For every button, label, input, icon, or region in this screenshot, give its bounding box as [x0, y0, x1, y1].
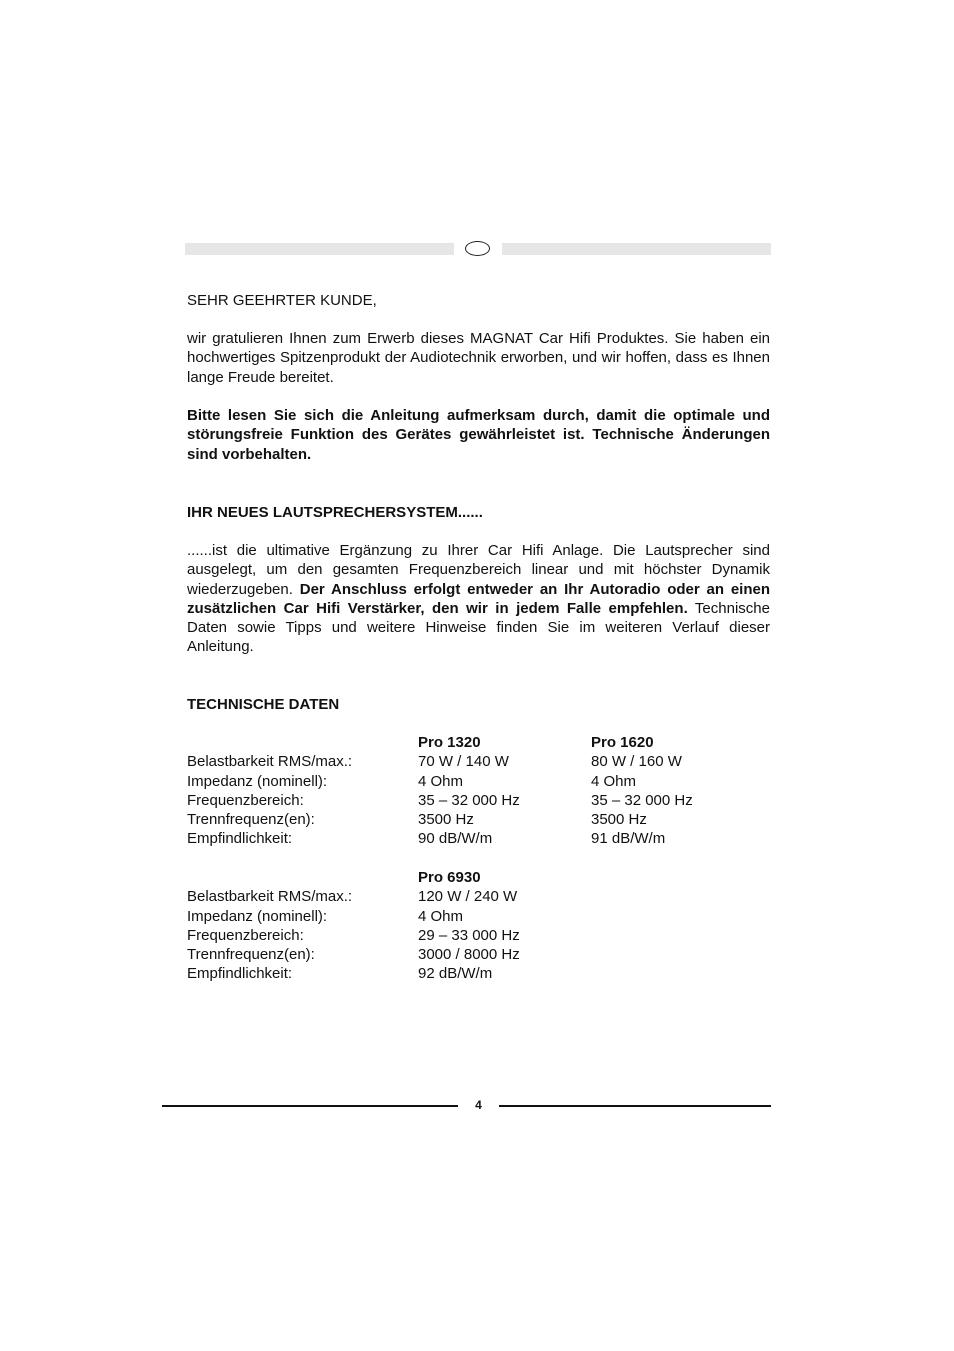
spec-row [187, 926, 591, 945]
spec-label: Trennfrequenz(en): [187, 946, 315, 964]
spec-label: Frequenzbereich: [187, 791, 304, 809]
system-text [187, 541, 770, 657]
spec-value: 92 dB/W/m [418, 965, 493, 983]
spec-value: 91 dB/W/m [591, 830, 666, 848]
tech-heading [187, 695, 770, 714]
spec-value: 4 Ohm [591, 772, 637, 790]
notice-paragraph [187, 406, 770, 464]
footer-rule-right [499, 1105, 771, 1107]
spec-row [187, 829, 771, 848]
spec-label: Impedanz (nominell): [187, 772, 328, 790]
spec-value: 3000 / 8000 Hz [418, 946, 520, 964]
spec-row [187, 752, 771, 771]
system-heading-text: IHR NEUES LAUTSPRECHERSYSTEM...... [187, 504, 483, 521]
spec-table-2 [187, 868, 591, 984]
spec-row [187, 791, 771, 810]
header-bar-right [502, 243, 771, 255]
spec-row [187, 945, 591, 964]
system-paragraph [187, 541, 770, 657]
spec-label: Empfindlichkeit: [187, 830, 293, 848]
language-badge-oval [465, 241, 490, 256]
footer-rule-left [162, 1105, 458, 1107]
model-name: Pro 1320 [418, 734, 481, 751]
spec-value: 4 Ohm [418, 772, 464, 790]
header-bar-left [185, 243, 454, 255]
spec-value: 35 – 32 000 Hz [418, 791, 520, 809]
spec-value: 120 W / 240 W [418, 888, 518, 906]
spec-value: 3500 Hz [418, 811, 474, 829]
tech-heading-text: TECHNISCHE DATEN [187, 696, 340, 713]
spec-row [187, 964, 591, 983]
spec-table-header [187, 733, 771, 752]
spec-label: Impedanz (nominell): [187, 907, 328, 925]
spec-label: Empfindlichkeit: [187, 965, 293, 983]
system-heading [187, 503, 770, 522]
spec-table-header [187, 868, 591, 887]
spec-value: 3500 Hz [591, 811, 647, 829]
intro-text: wir gratulieren Ihnen zum Erwerb dieses MAGNAT Car Hifi Produktes. Sie haben ein hochwertiges Spitzenprodukt der Audiotechnik erworben, und wir hoffen, dass es Ihnen lange Freude bereitet. [187, 330, 770, 386]
spec-table-1 [187, 733, 771, 849]
model-name: Pro 1620 [591, 734, 654, 751]
spec-label: Trennfrequenz(en): [187, 811, 315, 829]
page-number: 4 [475, 1098, 482, 1112]
greeting [187, 291, 770, 310]
notice-text: Bitte lesen Sie sich die Anleitung aufmerksam durch, damit die optimale und störungsfreie Funktion des Gerätes gewährleistet ist. Technische Änderungen sind vorbehalten. [187, 407, 770, 463]
spec-row [187, 810, 771, 829]
spec-value: 29 – 33 000 Hz [418, 926, 520, 944]
spec-value: 70 W / 140 W [418, 753, 509, 771]
spec-value: 35 – 32 000 Hz [591, 791, 693, 809]
spec-value: 90 dB/W/m [418, 830, 493, 848]
system-text-bold: Der Anschluss erfolgt entweder an Ihr Autoradio oder an einen zusätzlichen Car Hifi Verstärker, den wir in jedem Falle empfehlen. [187, 580, 771, 617]
spec-label: Belastbarkeit RMS/max.: [187, 888, 353, 906]
spec-value: 4 Ohm [418, 907, 464, 925]
model-name: Pro 6930 [418, 869, 481, 886]
greeting-text: SEHR GEEHRTER KUNDE, [187, 292, 377, 309]
spec-row [187, 772, 771, 791]
intro-paragraph [187, 329, 770, 387]
spec-row [187, 887, 591, 906]
spec-label: Belastbarkeit RMS/max.: [187, 753, 353, 771]
spec-row [187, 907, 591, 926]
spec-value: 80 W / 160 W [591, 753, 682, 771]
system-text-part-2: Technische Daten sowie Tipps und weitere Hinweise finden Sie im weiteren Verlauf dieser Anleitung. [187, 599, 770, 656]
system-text-part-1: ......ist die ultimative Ergänzung zu Ihrer Car Hifi Anlage. Die Lautsprecher sind ausgelegt, um den gesamten Frequenzbereich linear und mit höchster Dynamik wiederzugeben. [187, 542, 770, 598]
spec-label: Frequenzbereich: [187, 926, 304, 944]
